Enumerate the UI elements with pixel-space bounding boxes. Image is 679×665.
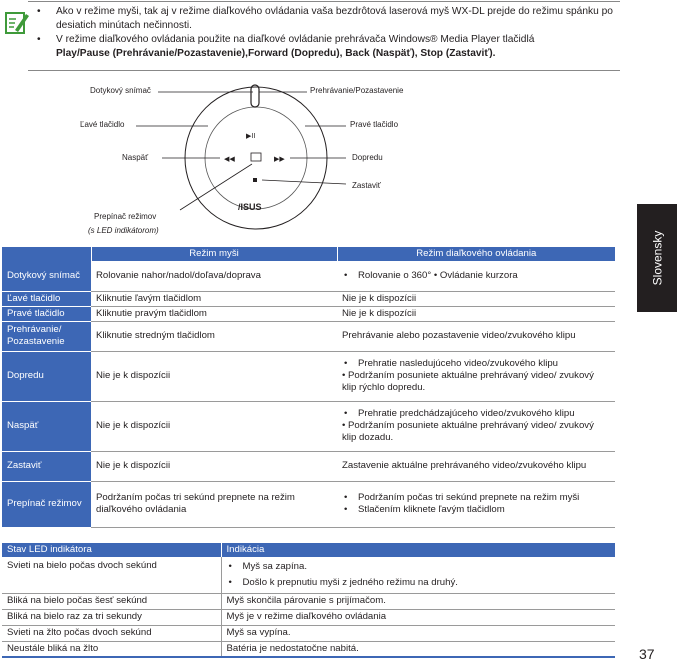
row-remote-bullet: • Rolovanie o 360° • Ovládanie kurzora	[342, 270, 610, 282]
note-bullet-2-bold: Play/Pause (Prehrávanie/Pozastavenie),Forward (Dopredu), Back (Naspäť), Stop (Zastaviť).	[56, 48, 496, 59]
row-indication: Myš je v režime diaľkového ovládania	[221, 609, 615, 625]
row-remote-bullet: • Prehratie nasledujúceho video/zvukového klipu	[342, 358, 610, 370]
table-row	[2, 291, 615, 306]
row-remote-sub: • Podržaním posuniete aktuálne prehrávaný video/ zvukový klip dozadu.	[342, 420, 594, 443]
row-mouse: Podržaním počas tri sekúnd prepnete na režim diaľkového ovládania	[91, 481, 337, 527]
note-bullet-1: • Ako v režime myši, tak aj v režime diaľkového ovládania vaša bezdrôtová laserová myš WX-DL prejde do režimu spánku po desiatich minútach nečinnosti.	[30, 5, 622, 33]
table-row	[2, 261, 615, 291]
table-row	[2, 481, 615, 527]
row-remote	[337, 481, 615, 527]
note-bullet-2	[30, 33, 622, 61]
row-mouse: Kliknutie pravým tlačidlom	[91, 306, 337, 321]
row-label: Pravé tlačidlo	[2, 306, 91, 321]
row-mouse: Kliknutie ľavým tlačidlom	[91, 291, 337, 306]
row-remote	[337, 351, 615, 401]
row-led-state: Bliká na bielo raz za tri sekundy	[2, 609, 221, 625]
header-mouse-mode: Režim myši	[91, 247, 337, 261]
row-indication: Myš sa vypína.	[221, 625, 615, 641]
table-row	[2, 641, 615, 657]
row-remote-bullet: • Prehratie predchádzajúceho video/zvukového klipu	[342, 408, 610, 420]
table-row	[2, 451, 615, 481]
row-led-state: Svieti na bielo počas dvoch sekúnd	[2, 557, 221, 593]
row-indication-bullet: • Myš sa zapína.	[227, 561, 611, 573]
svg-text:▶II: ▶II	[246, 133, 256, 140]
led-table	[2, 543, 615, 658]
row-remote-bullet: • Stlačením kliknete ľavým tlačidlom	[342, 504, 610, 516]
note-bullet-2-text: V režime diaľkového ovládania použite na diaľkové ovládanie prehrávača Windows® Media Player tlačidlá	[56, 34, 535, 45]
row-remote-sub: • Podržaním posuniete aktuálne prehrávaný video/ zvukový klip rýchlo dopredu.	[342, 370, 594, 393]
row-remote	[337, 401, 615, 451]
asus-logo: /ISUS	[238, 202, 262, 212]
row-remote: Nie je k dispozícii	[337, 291, 615, 306]
label-play-pause: Prehrávanie/Pozastavenie	[310, 86, 404, 95]
note-bottom-rule	[28, 70, 620, 71]
label-left-button: Ľavé tlačidlo	[80, 120, 125, 129]
header-led-state: Stav LED indikátora	[2, 543, 221, 557]
row-indication-bullet: • Došlo k prepnutiu myši z jedného režimu na druhý.	[227, 577, 611, 589]
svg-text:▶▶: ▶▶	[274, 156, 285, 163]
row-led-state: Neustále bliká na žlto	[2, 641, 221, 657]
label-touch-sensor: Dotykový snímač	[90, 86, 151, 95]
table-row	[2, 625, 615, 641]
row-remote: Prehrávanie alebo pozastavenie video/zvukového klipu	[337, 321, 615, 351]
label-mode-switch: Prepínač režimov	[94, 212, 157, 221]
header-empty	[2, 247, 91, 261]
table-row	[2, 593, 615, 609]
function-table-header	[2, 247, 615, 261]
table-row	[2, 321, 615, 351]
header-indication: Indikácia	[221, 543, 615, 557]
row-label: Naspäť	[2, 401, 91, 451]
row-label: Dotykový snímač	[2, 261, 91, 291]
label-forward: Dopredu	[352, 153, 383, 162]
language-tab-label: Slovensky	[650, 230, 665, 286]
label-back: Naspäť	[122, 153, 149, 162]
row-mouse: Nie je k dispozícii	[91, 451, 337, 481]
language-tab	[637, 204, 677, 312]
row-remote-bullet: • Podržaním počas tri sekúnd prepnete na režim myši	[342, 492, 610, 504]
row-label: Dopredu	[2, 351, 91, 401]
row-indication: Batéria je nedostatočne nabitá.	[221, 641, 615, 657]
header-remote-mode: Režim diaľkového ovládania	[337, 247, 615, 261]
row-indication: Myš skončila párovanie s prijímačom.	[221, 593, 615, 609]
row-remote: Nie je k dispozícii	[337, 306, 615, 321]
row-mouse: Kliknutie stredným tlačidlom	[91, 321, 337, 351]
table-row	[2, 609, 615, 625]
row-label: Ľavé tlačidlo	[2, 291, 91, 306]
table-row	[2, 557, 615, 593]
row-led-state: Svieti na žlto počas dvoch sekúnd	[2, 625, 221, 641]
row-remote	[337, 261, 615, 291]
row-mouse: Nie je k dispozícii	[91, 401, 337, 451]
svg-text:◀◀: ◀◀	[224, 156, 235, 163]
row-remote: Zastavenie aktuálne prehrávaného video/zvukového klipu	[337, 451, 615, 481]
table-row	[2, 351, 615, 401]
table-row	[2, 306, 615, 321]
mouse-diagram	[70, 82, 450, 242]
note-block	[30, 5, 622, 61]
row-mouse: Nie je k dispozícii	[91, 351, 337, 401]
note-pencil-icon	[4, 10, 30, 36]
row-mouse: Rolovanie nahor/nadol/doľava/doprava	[91, 261, 337, 291]
label-mode-switch-note: (s LED indikátorom)	[88, 226, 159, 235]
row-label: Prepínač režimov	[2, 481, 91, 527]
label-right-button: Pravé tlačidlo	[350, 120, 399, 129]
label-stop: Zastaviť	[352, 181, 381, 190]
row-led-state: Bliká na bielo počas šesť sekúnd	[2, 593, 221, 609]
row-label: Zastaviť	[2, 451, 91, 481]
page-number: 37	[639, 646, 655, 662]
row-indication	[221, 557, 615, 593]
note-top-rule	[28, 1, 620, 2]
led-table-header	[2, 543, 615, 557]
row-label: Prehrávanie/ Pozastavenie	[2, 321, 91, 351]
table-row	[2, 401, 615, 451]
function-table	[2, 247, 615, 528]
